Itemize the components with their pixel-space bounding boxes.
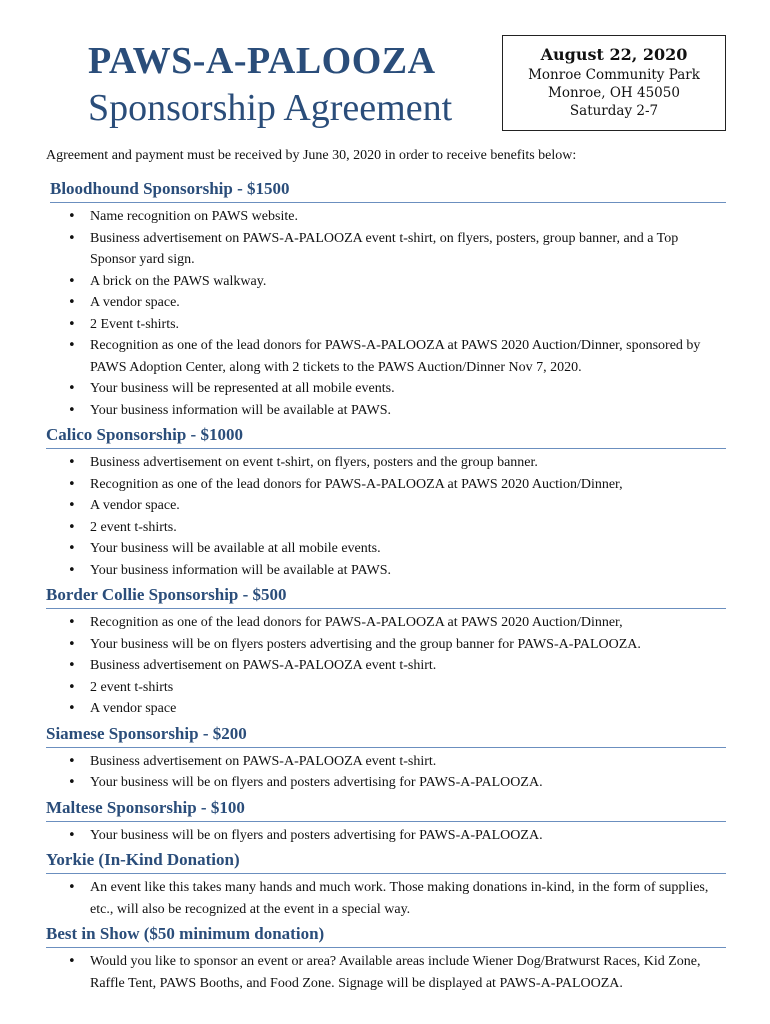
- benefit-item: • An event like this takes many hands and much work. Those making donations in-kind, in the form of supplies, etc., will also be recognized at the event in a special way.: [90, 877, 726, 920]
- benefit-item: • Your business will be on flyers and posters advertising for PAWS-A-PALOOZA.: [90, 772, 726, 794]
- page-subtitle: Sponsorship Agreement: [88, 87, 453, 129]
- benefit-item: • 2 event t-shirts.: [90, 517, 726, 539]
- event-location: Monroe Community Park: [528, 67, 700, 83]
- title-block: [88, 38, 452, 132]
- benefit-item: • Business advertisement on event t-shirt, on flyers, posters and the group banner.: [90, 452, 726, 474]
- event-date: August 22, 2020: [540, 45, 688, 64]
- sponsorship-section: [46, 923, 726, 994]
- benefit-list: [46, 206, 726, 421]
- page-title: PAWS-A-PALOOZA: [88, 40, 436, 82]
- benefit-item: • A vendor space.: [90, 495, 726, 517]
- benefit-item: • A vendor space: [90, 698, 726, 720]
- section-heading: Siamese Sponsorship - $200: [46, 723, 726, 748]
- benefit-item: • Your business will be available at all mobile events.: [90, 538, 726, 560]
- event-city: Monroe, OH 45050: [548, 85, 680, 101]
- benefit-item: • Your business information will be available at PAWS.: [90, 560, 726, 582]
- sponsorship-section: [46, 584, 726, 720]
- benefit-item: • Recognition as one of the lead donors for PAWS-A-PALOOZA at PAWS 2020 Auction/Dinner, sponsored by PAWS Adoption Center, along with 2 tickets to the PAWS Auction/Dinner Nov 7, 2020.: [90, 335, 726, 378]
- benefit-list: [46, 612, 726, 720]
- section-heading: Border Collie Sponsorship - $500: [46, 584, 726, 609]
- benefit-item: • Your business information will be available at PAWS.: [90, 400, 726, 422]
- sponsorship-list: [46, 178, 726, 997]
- section-heading: Yorkie (In-Kind Donation): [46, 849, 726, 874]
- sponsorship-section: [46, 424, 726, 581]
- sponsorship-section: [46, 723, 726, 794]
- section-heading: Calico Sponsorship - $1000: [46, 424, 726, 449]
- benefit-item: • Your business will be on flyers and posters advertising for PAWS-A-PALOOZA.: [90, 825, 726, 847]
- section-heading: Best in Show ($50 minimum donation): [46, 923, 726, 948]
- section-heading: Bloodhound Sponsorship - $1500: [50, 178, 726, 203]
- benefit-item: • Would you like to sponsor an event or area? Available areas include Wiener Dog/Bratwurst Races, Kid Zone, Raffle Tent, PAWS Booths, and Food Zone. Signage will be displayed at PAWS-A-PALOOZA.: [90, 951, 726, 994]
- benefit-item: • Your business will be represented at all mobile events.: [90, 378, 726, 400]
- benefit-item: • Recognition as one of the lead donors for PAWS-A-PALOOZA at PAWS 2020 Auction/Dinner,: [90, 474, 726, 496]
- benefit-item: • 2 Event t-shirts.: [90, 314, 726, 336]
- section-heading: Maltese Sponsorship - $100: [46, 797, 726, 822]
- benefit-item: • Your business will be on flyers posters advertising and the group banner for PAWS-A-PALOOZA.: [90, 634, 726, 656]
- benefit-list: [46, 751, 726, 794]
- benefit-item: • Business advertisement on PAWS-A-PALOOZA event t-shirt.: [90, 655, 726, 677]
- intro-text: Agreement and payment must be received by June 30, 2020 in order to receive benefits below:: [46, 148, 577, 163]
- sponsorship-section: [46, 178, 726, 421]
- event-info-box: [502, 35, 726, 131]
- benefit-item: • 2 event t-shirts: [90, 677, 726, 699]
- benefit-list: [46, 951, 726, 994]
- benefit-item: • A brick on the PAWS walkway.: [90, 271, 726, 293]
- benefit-list: [46, 825, 726, 847]
- event-time: Saturday 2-7: [569, 103, 659, 119]
- benefit-list: [46, 452, 726, 581]
- sponsorship-section: [46, 797, 726, 847]
- benefit-item: • Name recognition on PAWS website.: [90, 206, 726, 228]
- benefit-item: • A vendor space.: [90, 292, 726, 314]
- benefit-item: • Business advertisement on PAWS-A-PALOOZA event t-shirt, on flyers, posters, group banner, and a Top Sponsor yard sign.: [90, 228, 726, 271]
- benefit-item: • Business advertisement on PAWS-A-PALOOZA event t-shirt.: [90, 751, 726, 773]
- sponsorship-section: [46, 849, 726, 920]
- benefit-item: • Recognition as one of the lead donors for PAWS-A-PALOOZA at PAWS 2020 Auction/Dinner,: [90, 612, 726, 634]
- benefit-list: [46, 877, 726, 920]
